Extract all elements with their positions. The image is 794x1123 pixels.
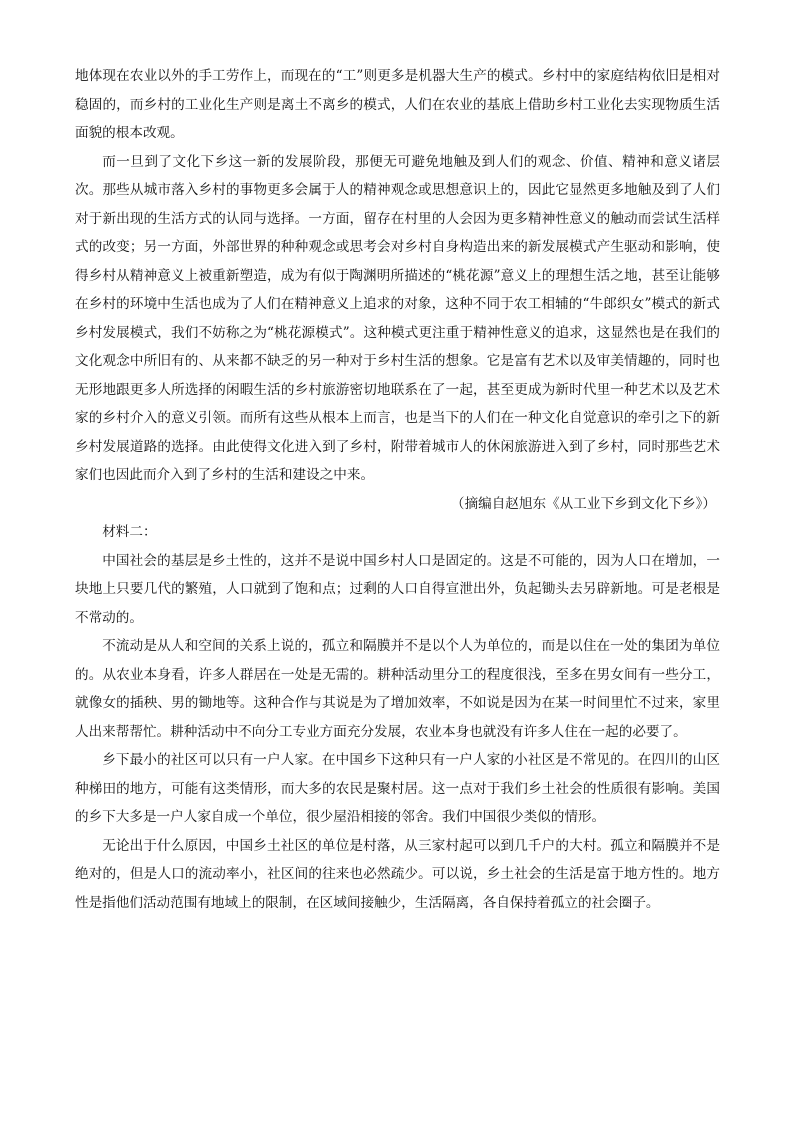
document-page xyxy=(75,62,720,917)
paragraph-locality: 无论出于什么原因，中国乡土社区的单位是村落，从三家村起可以到几千户的大村。孤立和隔膜并不是绝对的，但是人口的流动率小，社区间的往来也必然疏少。可以说，乡土社会的生活是富于地方性的。地方性是指他们活动范围有地域上的限制，在区域间接触少，生活隔离，各自保持着孤立的社会圈子。 xyxy=(75,837,720,911)
paragraph-continued: 地体现在农业以外的手工劳作上，而现在的“工”则更多是机器大生产的模式。乡村中的家庭结构依旧是相对稳固的，而乡村的工业化生产则是离土不离乡的模式，人们在农业的基底上借助乡村工业化去实现物质生活面貌的根本改观。 xyxy=(75,68,720,141)
paragraph-cultural-rural: 而一旦到了文化下乡这一新的发展阶段，那便无可避免地触及到人们的观念、价值、精神和意义诸层次。那些从城市落入乡村的事物更多会属于人的精神观念或思想意识上的，因此它显然更多地触及到了人们对于新出现的生活方式的认同与选择。一方面，留存在村里的人会因为更多精神性意义的触动而尝试生活样式的改变；另一方面，外部世界的种种观念或思考会对乡村自身构造出来的新发展模式产生驱动和影响，使得乡村从精神意义上被重新塑造，成为有似于陶渊明所描述的“桃花源”意义上的理想生活之地，甚至让能够在乡村的环境中生活也成为了人们在精神意义上追求的对象，这种不同于农工相辅的“牛郎织女”模式的新式乡村发展模式，我们不妨称之为“桃花源模式”。这种模式更注重于精神性意义的追求，这显然也是在我们的文化观念中所旧有的、从来都不缺乏的另一种对于乡村生活的想象。它是富有艺术以及审美情趣的，同时也无形地跟更多人所选择的闲暇生活的乡村旅游密切地联系在了一起，甚至更成为新时代里一种艺术以及艺术家的乡村介入的意义引领。而所有这些从根本上而言，也是当下的人们在一种文化自觉意识的牵引之下的新乡村发展道路的选择。由此使得文化进入到了乡村，附带着城市人的休闲旅游进入到了乡村，同时那些艺术家们也因此而介入到了乡村的生活和建设之中来。 xyxy=(75,153,720,483)
paragraph-immobility: 不流动是从人和空间的关系上说的，孤立和隔膜并不是以个人为单位的，而是以住在一处的集团为单位的。从农业本身看，许多人群居在一处是无需的。耕种活动里分工的程度很浅，至多在男女间有一些分工，就像女的插秧、男的锄地等。这种合作与其说是为了增加效率，不如说是因为在某一时间里忙不过来，家里人出来帮帮忙。耕种活动中不向分工专业方面充分发展，农业本身也就没有许多人住在一起的必要了。 xyxy=(75,638,720,740)
material-two-heading: 材料二： xyxy=(102,524,157,540)
paragraph-smallest-community: 乡下最小的社区可以只有一户人家。在中国乡下这种只有一户人家的小社区是不常见的。在四川的山区种梯田的地方，可能有这类情形，而大多的农民是聚村居。这一点对于我们乡土社会的性质很有影响。美国的乡下大多是一户人家自成一个单位，很少屋沿相接的邻舍。我们中国很少类似的情形。 xyxy=(75,752,720,825)
source-attribution: （摘编自赵旭东《从工业下乡到文化下乡》） xyxy=(450,495,716,512)
paragraph-rural-basis: 中国社会的基层是乡土性的，这并不是说中国乡村人口是固定的。这是不可能的，因为人口在增加，一块地上只要几代的繁殖，人口就到了饱和点；过剩的人口自得宣泄出外，负起锄头去另辟新地。可是老根是不常动的。 xyxy=(75,552,720,626)
